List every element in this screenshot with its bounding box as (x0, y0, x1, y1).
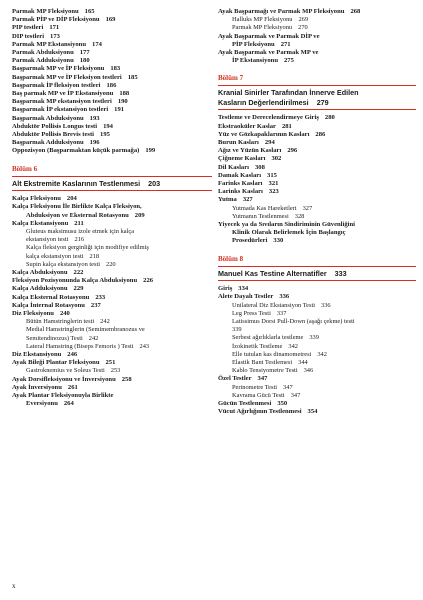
toc-entry-page: 173 (50, 32, 60, 40)
toc-entry (12, 302, 212, 310)
toc-entry-title: Elastik Bant Testlemesi (232, 359, 293, 366)
toc-entry-page: 165 (84, 8, 95, 15)
toc-entry-title: DIP testleri (12, 32, 45, 40)
toc-entry-title: Abduktör Pollisis Brevis testi (12, 131, 95, 139)
toc-entry-title: Başparmak MP ekstansiyon testleri (12, 98, 112, 106)
toc-entry (12, 310, 212, 318)
toc-entry-title: Testleme ve Derecelendirmeye Giriş (218, 114, 319, 122)
toc-entry-title: İzokinetik Testleme (232, 342, 283, 350)
toc-entry (12, 57, 212, 65)
toc-entry-page: 222 (73, 268, 84, 276)
toc-entry (218, 237, 416, 245)
toc-entry-page: 347 (283, 383, 293, 391)
toc-entry (12, 244, 212, 252)
toc-entry-page: 336 (279, 293, 290, 301)
toc-entry-page: 186 (106, 81, 117, 89)
toc-entry (218, 318, 416, 326)
toc-entry-title: Perinometre Testi (232, 383, 278, 391)
toc-entry-title: Ayak İnversiyonu (12, 383, 62, 391)
toc-entry (218, 310, 416, 318)
toc-entry-title: Özel Testler (218, 375, 252, 383)
toc-entry-title: Kalça Eksternal Rotasyonu (12, 293, 90, 301)
toc-entry-page: 253 (110, 367, 121, 375)
toc-entry (218, 367, 416, 375)
toc-entry (12, 351, 212, 359)
toc-entry-title: Semitendinozus) Testi (26, 334, 83, 342)
toc-entry (218, 343, 416, 351)
toc-entry (218, 326, 416, 334)
toc-entry-title: Parmak MP Fleksiyonu (232, 24, 293, 32)
toc-entry-page: 346 (303, 367, 314, 375)
toc-entry (218, 49, 416, 57)
toc-entry (12, 98, 212, 106)
toc-entry-page: 180 (79, 57, 90, 65)
toc-entry-page: 171 (49, 24, 60, 32)
chapter-title-text: Manuel Kas Testine Alternatifler (218, 268, 327, 278)
toc-entry-page: 218 (89, 252, 100, 260)
toc-entry-title: Diz Ekstansiyonu (12, 351, 62, 359)
toc-entry-title: İP Ekstansiyonu (232, 57, 278, 65)
toc-entry-page: 354 (307, 408, 318, 416)
toc-entry-page: 342 (288, 342, 298, 350)
right-column (218, 8, 416, 416)
toc-entry-title: Parmak PİP ve DİP Fleksiyonu (12, 16, 100, 24)
toc-entry-title: Yutmanın Testlenmesi (232, 212, 289, 220)
toc-entry (218, 164, 416, 172)
toc-entry-page: 169 (105, 16, 116, 24)
toc-entry (12, 106, 212, 114)
toc-entry (12, 343, 212, 351)
toc-entry-page: 334 (238, 285, 249, 293)
chapter-page: 203 (148, 178, 161, 188)
toc-entry-page: 339 (309, 334, 319, 342)
toc-entry-title: Larinks Kasları (218, 188, 263, 196)
toc-entry-page: 336 (321, 301, 331, 309)
toc-entry-title: Alete Dayalı Testler (218, 293, 274, 301)
toc-entry-title: Abduktör Pollisis Longus testi (12, 122, 98, 130)
toc-entry-title: Diz Fleksiyonu (12, 310, 54, 317)
toc-entry (12, 318, 212, 326)
toc-entry-page: 315 (267, 171, 277, 179)
toc-entry-title: Bütün Hamstringlerin testi (26, 318, 95, 326)
toc-entry (12, 294, 212, 302)
toc-entry-title: Giriş (218, 285, 233, 293)
chapter-title (218, 85, 416, 110)
toc-entry (12, 123, 212, 131)
toc-entry (12, 359, 212, 367)
toc-entry (218, 205, 416, 213)
toc-entry-title: Unilateral Diz Ekstansiyon Testi (232, 301, 316, 309)
toc-entry-title: Halluks MP Fleksiyonu (232, 16, 293, 24)
toc-entry-title: Kalça İnternal Rotasyonu (12, 301, 85, 309)
toc-entry-page: 337 (276, 309, 287, 317)
toc-entry (12, 253, 212, 261)
toc-entry (12, 115, 212, 123)
toc-entry (12, 277, 212, 285)
toc-entry-title: 339 (232, 326, 242, 334)
toc-entry (218, 147, 416, 155)
toc-entry (12, 203, 212, 211)
toc-entry (218, 285, 416, 293)
toc-entry-page: 190 (117, 98, 128, 106)
toc-entry (218, 155, 416, 163)
toc-entry-page: 286 (315, 130, 326, 138)
toc-entry-title: Kablo Tensiyometre Testi (232, 367, 298, 375)
chapter-title-text: Alt Ekstremite Kaslarının Testlenmesi (12, 178, 141, 188)
toc-entry (218, 188, 416, 196)
left-column (12, 8, 212, 408)
toc-entry (12, 326, 212, 334)
toc-entry-page: 233 (95, 293, 106, 301)
toc-entry-page: 264 (63, 400, 74, 408)
toc-entry-page: 344 (298, 359, 308, 366)
toc-entry-page: 188 (119, 90, 130, 98)
toc-entry-title: Farinks Kasları (218, 180, 263, 188)
toc-entry-page: 185 (127, 73, 138, 81)
toc-entry-page: 321 (268, 180, 279, 188)
toc-entry (218, 359, 416, 367)
toc-entry-title: Başparmak Abduksiyonu (12, 114, 84, 122)
toc-entry-title: Parmak Adduksiyonu (12, 57, 74, 65)
chapter-chapter7 (218, 74, 416, 110)
toc-entry (218, 392, 416, 400)
toc-entry (12, 8, 212, 16)
toc-entry (218, 123, 416, 131)
toc-entry-page: 271 (280, 40, 291, 48)
chapter-title-line2-text: Kasların Değerlendirilmesi (218, 97, 309, 107)
toc-entry-title: Kalça Ekstansiyonu (12, 219, 69, 227)
toc-entry-title: Burun Kasları (218, 139, 259, 147)
toc-entry-title: Gluteus maksimusu izole etmek için kalça (26, 227, 135, 235)
chapter-title (12, 176, 212, 192)
toc-entry-page: 327 (242, 196, 253, 204)
toc-entry-title: Ayak Başparmak ve Parmak MP ve (218, 49, 319, 57)
toc-entry-title: Ağız ve Yüzün Kasları (218, 147, 282, 155)
toc-entry (12, 74, 212, 82)
chapter-page: 279 (316, 97, 329, 107)
toc-entry-page: 237 (90, 301, 101, 309)
toc-entry-page: 220 (106, 260, 116, 268)
chapter-title-line1: Kranial Sinirler Tarafından İnnerve Edilen (218, 88, 359, 98)
toc-entry-page: 209 (134, 211, 145, 219)
toc-entry-title: ekstansiyon testi (26, 236, 69, 244)
toc-entry (12, 228, 212, 236)
toc-entry-title: Başparmak İP ekstansiyon testleri (12, 106, 109, 114)
toc-entry (218, 384, 416, 392)
toc-entry-title: Parmak MP Fleksiyonu (12, 8, 79, 15)
toc-entry (12, 392, 212, 400)
toc-entry (218, 33, 416, 41)
toc-entry-title: Supin kalça ekstansiyon testi (26, 260, 101, 268)
toc-entry-title: Medial Hamstringlerin (Semimembranozus ve (26, 326, 145, 334)
toc-entry (218, 131, 416, 139)
toc-entry-title: Fleksiyon Pozisyonunda Kalça Abduksiyonu (12, 277, 138, 285)
toc-entry-title: Başparmak Adduksiyonu (12, 139, 84, 147)
toc-entry-page: 211 (74, 219, 84, 227)
toc-entry (12, 41, 212, 49)
toc-entry-title: Ayak Başparmak ve Parmak DİP ve (218, 32, 320, 40)
toc-entry-title: Gücün Testlenmesi (218, 400, 272, 408)
toc-entry (12, 285, 212, 293)
toc-entry-title: Eversiyonu (26, 400, 58, 408)
page-number: x (12, 582, 16, 590)
toc-entry-title: Yüz ve Gözkapaklarının Kasları (218, 130, 310, 138)
toc-entry-page: 191 (114, 106, 125, 114)
toc-entry-page: 193 (89, 114, 100, 122)
toc-entry-page: 275 (284, 57, 294, 65)
toc-entry-title: Parmak Abduksiyonu (12, 49, 74, 57)
toc-entry-page: 327 (302, 204, 313, 212)
toc-entry (218, 375, 416, 383)
toc-entry-page: 246 (67, 351, 78, 359)
toc-entry (218, 41, 416, 49)
toc-entry-page: 268 (350, 8, 361, 15)
toc-entry-page: 216 (74, 236, 85, 244)
toc-entry-title: Ayak Bileği Plantar Fleksiyonu (12, 359, 100, 367)
chapter-label: Bölüm 8 (218, 254, 244, 263)
toc-entry-page: 177 (79, 49, 90, 57)
toc-entry-title: Oppozisyon (Başparmaktan küçük parmağa) (12, 147, 140, 155)
toc-entry-page: 270 (298, 24, 308, 32)
toc-entry-page: 347 (257, 375, 268, 383)
toc-entry-title: Gastroknemius ve Soleus Testi (26, 367, 105, 375)
toc-entry-title: Damak Kasları (218, 171, 262, 179)
toc-entry-page: 296 (287, 147, 298, 155)
toc-entry-title: Abduksiyon ve Eksternal Rotasyonu (26, 211, 129, 219)
chapter-chapter8 (218, 255, 416, 282)
toc-entry (12, 384, 212, 392)
toc-entry-page: 240 (59, 310, 70, 317)
toc-entry-title: Ayak Dorsifleksiyonu ve İnversiyonu (12, 375, 116, 383)
toc-entry-page: 302 (271, 155, 282, 163)
toc-entry (12, 195, 212, 203)
toc-entry (12, 220, 212, 228)
toc-entry (12, 236, 212, 244)
toc-entry (218, 408, 416, 416)
toc-entry (218, 351, 416, 359)
toc-entry-title: Klinik Olarak Belirlemek İçin Başlangıç (232, 229, 346, 237)
toc-entry-title: Kalça Fleksiyonu İle Birlikte Kalça Fleksiyon, (12, 203, 142, 211)
toc-entry (12, 65, 212, 73)
toc-entry (218, 302, 416, 310)
toc-entry-title: Elle tutulan kas dinamometresi (232, 350, 312, 358)
toc-entry (218, 213, 416, 221)
toc-entry-page: 269 (298, 16, 309, 24)
toc-entry-title: Latissimus Dorsi Pull-Down (aşağı çekme) testi (232, 317, 355, 325)
toc-entry-page: 350 (277, 400, 288, 408)
chapter-title-line2 (218, 98, 416, 108)
chapter-chapter6 (12, 165, 212, 192)
toc-entry-title: Kalça fleksiyon gerginliği için modifiye edilmiş (26, 244, 149, 252)
toc-entry (218, 8, 416, 16)
toc-entry-title: Yutma (218, 196, 237, 204)
toc-entry-title: Başparmak MP ve İP Fleksiyonu (12, 65, 105, 73)
toc-entry (12, 367, 212, 375)
toc-entry-page: 258 (121, 375, 132, 383)
toc-entry-page: 330 (273, 237, 284, 245)
toc-entry-title: Başparmak İP fleksiyon testleri (12, 81, 101, 89)
toc-entry-page: 204 (66, 195, 77, 203)
toc-entry (218, 172, 416, 180)
toc-entry (218, 293, 416, 301)
toc-entry (12, 376, 212, 384)
toc-entry (12, 400, 212, 408)
toc-entry-title: Ayak Başparmağı ve Parmak MP Fleksiyonu (218, 8, 345, 15)
toc-entry (12, 269, 212, 277)
toc-entry-title: Dil Kasları (218, 163, 249, 171)
chapter-page: 333 (334, 268, 347, 278)
toc-entry (12, 33, 212, 41)
toc-entry (218, 57, 416, 65)
toc-entry-title: Baş parmak MP ve İP Ekstansiyonu (12, 90, 114, 98)
toc-entry (12, 24, 212, 32)
toc-entry-page: 174 (92, 40, 102, 48)
toc-entry (12, 16, 212, 24)
toc-entry-page: 242 (88, 334, 99, 342)
chapter-title (218, 266, 416, 282)
toc-entry-title: Serbest ağırlıklarla testleme (232, 334, 304, 342)
toc-entry-page: 347 (290, 391, 301, 399)
toc-entry-title: PİP Fleksiyonu (232, 40, 275, 48)
toc-entry-title: Leg Press Testi (232, 309, 271, 317)
toc-entry-page: 226 (143, 277, 154, 285)
toc-entry-title: Prosedürleri (232, 237, 268, 245)
toc-entry (12, 139, 212, 147)
toc-entry-page: 280 (324, 114, 335, 122)
toc-entry-title: Kalça Abduksiyonu (12, 268, 68, 276)
toc-entry-page: 229 (73, 285, 84, 293)
toc-entry-page: 261 (67, 383, 78, 391)
toc-entry-title: Yiyecek ya da Sıvıların Sindiriminin Güvenliğini (218, 221, 355, 229)
toc-entry-title: Vücut Ağırlığının Testlenmesi (218, 408, 302, 416)
toc-entry-page: 194 (103, 122, 113, 130)
toc-entry (218, 400, 416, 408)
toc-entry-page: 195 (100, 131, 110, 139)
toc-entry (12, 147, 212, 155)
chapter-label: Bölüm 7 (218, 74, 244, 83)
toc-entry-title: Ekstraoküler Kaslar (218, 122, 276, 130)
toc-entry (218, 24, 416, 32)
toc-entry-title: Parmak MP Ekstansiyonu (12, 40, 87, 48)
toc-entry-title: Kalça Adduksiyonu (12, 285, 68, 293)
toc-entry-title: PIP testleri (12, 24, 44, 32)
toc-entry (12, 335, 212, 343)
chapter-label: Bölüm 6 (12, 164, 38, 173)
toc-entry-title: Başparmak MP ve İP Fleksiyon testleri (12, 73, 122, 81)
toc-entry (12, 90, 212, 98)
toc-entry-page: 242 (100, 318, 110, 326)
toc-entry (218, 196, 416, 204)
toc-entry (12, 82, 212, 90)
toc-entry-page: 251 (105, 359, 116, 367)
toc-entry-page: 196 (89, 139, 100, 147)
toc-entry-page: 323 (268, 188, 279, 196)
toc-entry (218, 180, 416, 188)
toc-entry (218, 139, 416, 147)
toc-entry (218, 16, 416, 24)
toc-entry-title: Lateral Hamstring (Biseps Femoris ) Testi (26, 342, 134, 350)
toc-entry-page: 294 (264, 139, 275, 147)
toc-entry-title: Kalça Fleksiyonu (12, 195, 61, 203)
toc-entry-page: 243 (139, 342, 150, 350)
toc-entry (218, 221, 416, 229)
toc-entry (218, 334, 416, 342)
toc-entry (12, 131, 212, 139)
toc-entry-page: 281 (281, 122, 292, 130)
toc-entry-title: Kavrama Gücü Testi (232, 391, 285, 399)
toc-entry-page: 199 (145, 147, 156, 155)
toc-entry-title: Yutmada Kas Hareketleri (232, 204, 297, 212)
toc-entry (12, 49, 212, 57)
toc-entry (12, 261, 212, 269)
toc-entry-page: 308 (254, 163, 265, 171)
toc-entry (218, 114, 416, 122)
toc-entry (12, 212, 212, 220)
toc-entry-title: kalça ekstansiyon testi (26, 252, 84, 260)
toc-entry-title: Çiğneme Kasları (218, 155, 266, 163)
toc-entry (218, 229, 416, 237)
toc-entry-page: 183 (110, 65, 121, 73)
toc-entry-page: 328 (294, 212, 305, 220)
toc-entry-title: Ayak Plantar Fleksiyonuyla Birlikte (12, 392, 114, 400)
toc-entry-page: 342 (317, 350, 327, 358)
